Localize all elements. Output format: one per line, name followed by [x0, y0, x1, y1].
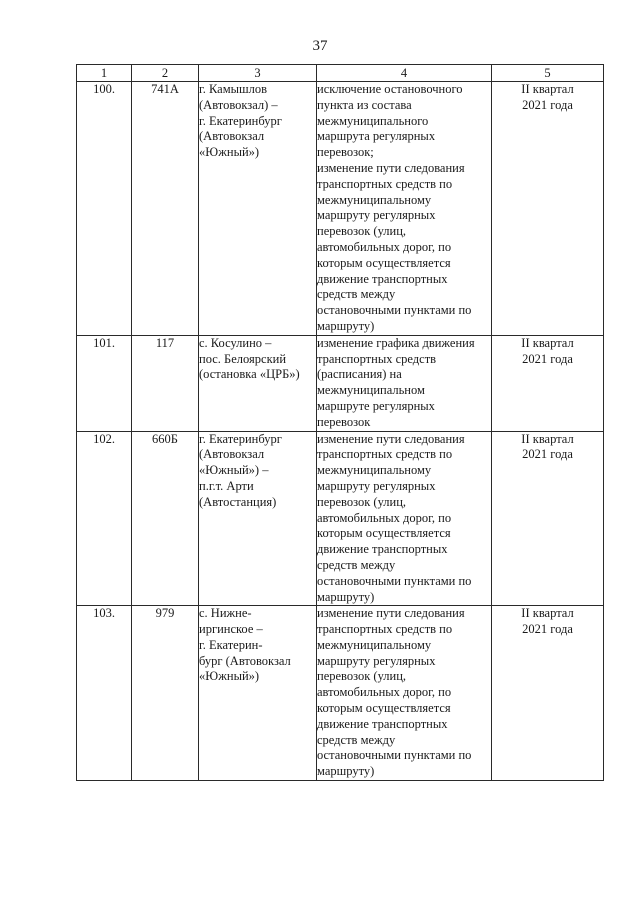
table-row [77, 335, 604, 431]
row-number-cell [77, 82, 132, 336]
route-name-line: г. Екатеринбург [199, 431, 282, 446]
change-description-line: которым осуществляется [317, 255, 451, 270]
change-description-line: перевозок (улиц, [317, 669, 407, 684]
route-name-line: (остановка «ЦРБ») [199, 367, 300, 382]
deadline-line: II квартал [521, 335, 574, 350]
table-row [77, 431, 604, 606]
change-description-line: исключение остановочного [317, 82, 463, 96]
route-number-cell [132, 431, 199, 606]
change-description-line: изменение пути следования [317, 431, 465, 446]
route-name-line: бург (Автовокзал [199, 653, 291, 668]
change-description-line: средств между [317, 732, 396, 747]
change-description-line: средств между [317, 287, 396, 302]
route-changes-table [76, 64, 604, 781]
column-header: 3 [199, 65, 317, 82]
table-header-row [77, 65, 604, 82]
route-number: 979 [155, 606, 175, 621]
change-description-line: транспортных средств по [317, 622, 453, 637]
change-description-line: транспортных средств по [317, 176, 453, 191]
row-number: 102. [93, 431, 115, 446]
route-name-line: (Автовокзал) – [199, 97, 278, 112]
change-description-cell [317, 335, 492, 431]
change-description-line: транспортных средств по [317, 447, 453, 462]
row-number-cell [77, 606, 132, 781]
route-name-line: иргинское – [199, 622, 263, 637]
route-name-cell [199, 82, 317, 336]
route-name-line: пос. Белоярский [199, 351, 287, 366]
route-name-line: (Автовокзал [199, 129, 265, 144]
deadline-line: 2021 года [522, 622, 573, 637]
change-description-line: межмуниципального [317, 113, 429, 128]
route-number-cell [132, 606, 199, 781]
change-description-line: изменение пути следования [317, 160, 465, 175]
change-description-cell [317, 431, 492, 606]
table-row [77, 82, 604, 336]
change-description-line: остановочными пунктами по [317, 573, 472, 588]
row-number: 103. [93, 606, 115, 621]
route-name-line: «Южный») – [199, 463, 269, 478]
change-description-line: межмуниципальному [317, 463, 432, 478]
table-body [77, 82, 604, 781]
route-number: 741А [151, 82, 179, 96]
route-name-line: с. Нижне- [199, 606, 252, 621]
change-description-line: маршрута регулярных [317, 129, 436, 144]
change-description-line: которым осуществляется [317, 526, 451, 541]
route-name-cell [199, 335, 317, 431]
change-description-line: изменение пути следования [317, 606, 465, 621]
change-description-line: движение транспортных [317, 271, 448, 286]
deadline-line: 2021 года [522, 447, 573, 462]
change-description-line: маршруту) [317, 589, 375, 604]
change-description-line: средств между [317, 557, 396, 572]
route-name-line: п.г.т. Арти [199, 478, 254, 493]
change-description-line: перевозок (улиц, [317, 494, 407, 509]
change-description-line: движение транспортных [317, 542, 448, 557]
row-number: 101. [93, 335, 115, 350]
route-name-line: с. Косулино – [199, 335, 272, 350]
route-number-cell [132, 82, 199, 336]
change-description-line: движение транспортных [317, 716, 448, 731]
row-number-cell [77, 335, 132, 431]
route-number: 660Б [152, 431, 178, 446]
change-description-line: остановочными пунктами по [317, 748, 472, 763]
page-number: 37 [312, 38, 328, 54]
route-number: 117 [155, 335, 175, 350]
route-number-cell [132, 335, 199, 431]
deadline-line: II квартал [521, 606, 574, 621]
change-description-line: перевозок [317, 414, 371, 429]
change-description-line: межмуниципальному [317, 192, 432, 207]
deadline-cell [492, 335, 604, 431]
deadline-line: II квартал [521, 431, 574, 446]
route-name-line: «Южный») [199, 669, 260, 684]
change-description-line: маршруте регулярных [317, 398, 435, 413]
deadline-line: II квартал [521, 82, 574, 96]
deadline-cell [492, 82, 604, 336]
change-description-line: транспортных средств [317, 351, 437, 366]
route-name-cell [199, 431, 317, 606]
change-description-line: маршруту) [317, 764, 375, 779]
row-number: 100. [93, 82, 115, 96]
table-row [77, 606, 604, 781]
change-description-cell [317, 606, 492, 781]
change-description-line: автомобильных дорог, по [317, 510, 452, 525]
route-name-line: г. Камышлов [199, 82, 268, 96]
route-name-line: «Южный») [199, 145, 260, 160]
route-name-line: (Автовокзал [199, 447, 265, 462]
deadline-line: 2021 года [522, 351, 573, 366]
deadline-cell [492, 606, 604, 781]
column-header: 1 [77, 65, 132, 82]
change-description-line: маршруту регулярных [317, 208, 436, 223]
change-description-line: маршруту регулярных [317, 478, 436, 493]
change-description-line: маршруту) [317, 318, 375, 333]
change-description-cell [317, 82, 492, 336]
route-name-line: г. Екатерин- [199, 637, 263, 652]
change-description-line: автомобильных дорог, по [317, 685, 452, 700]
change-description-line: автомобильных дорог, по [317, 239, 452, 254]
change-description-line: перевозок (улиц, [317, 224, 407, 239]
change-description-line: остановочными пунктами по [317, 303, 472, 318]
row-number-cell [77, 431, 132, 606]
change-description-line: перевозок; [317, 145, 374, 160]
column-header: 4 [317, 65, 492, 82]
deadline-cell [492, 431, 604, 606]
route-name-line: (Автостанция) [199, 494, 277, 509]
column-header: 2 [132, 65, 199, 82]
route-name-cell [199, 606, 317, 781]
change-description-line: изменение графика движения [317, 335, 475, 350]
route-name-line: г. Екатеринбург [199, 113, 282, 128]
change-description-line: которым осуществляется [317, 701, 451, 716]
change-description-line: пункта из состава [317, 97, 412, 112]
deadline-line: 2021 года [522, 97, 573, 112]
change-description-line: (расписания) на [317, 367, 402, 382]
column-header: 5 [492, 65, 604, 82]
change-description-line: межмуниципальному [317, 637, 432, 652]
change-description-line: маршруту регулярных [317, 653, 436, 668]
change-description-line: межмуниципальном [317, 383, 425, 398]
